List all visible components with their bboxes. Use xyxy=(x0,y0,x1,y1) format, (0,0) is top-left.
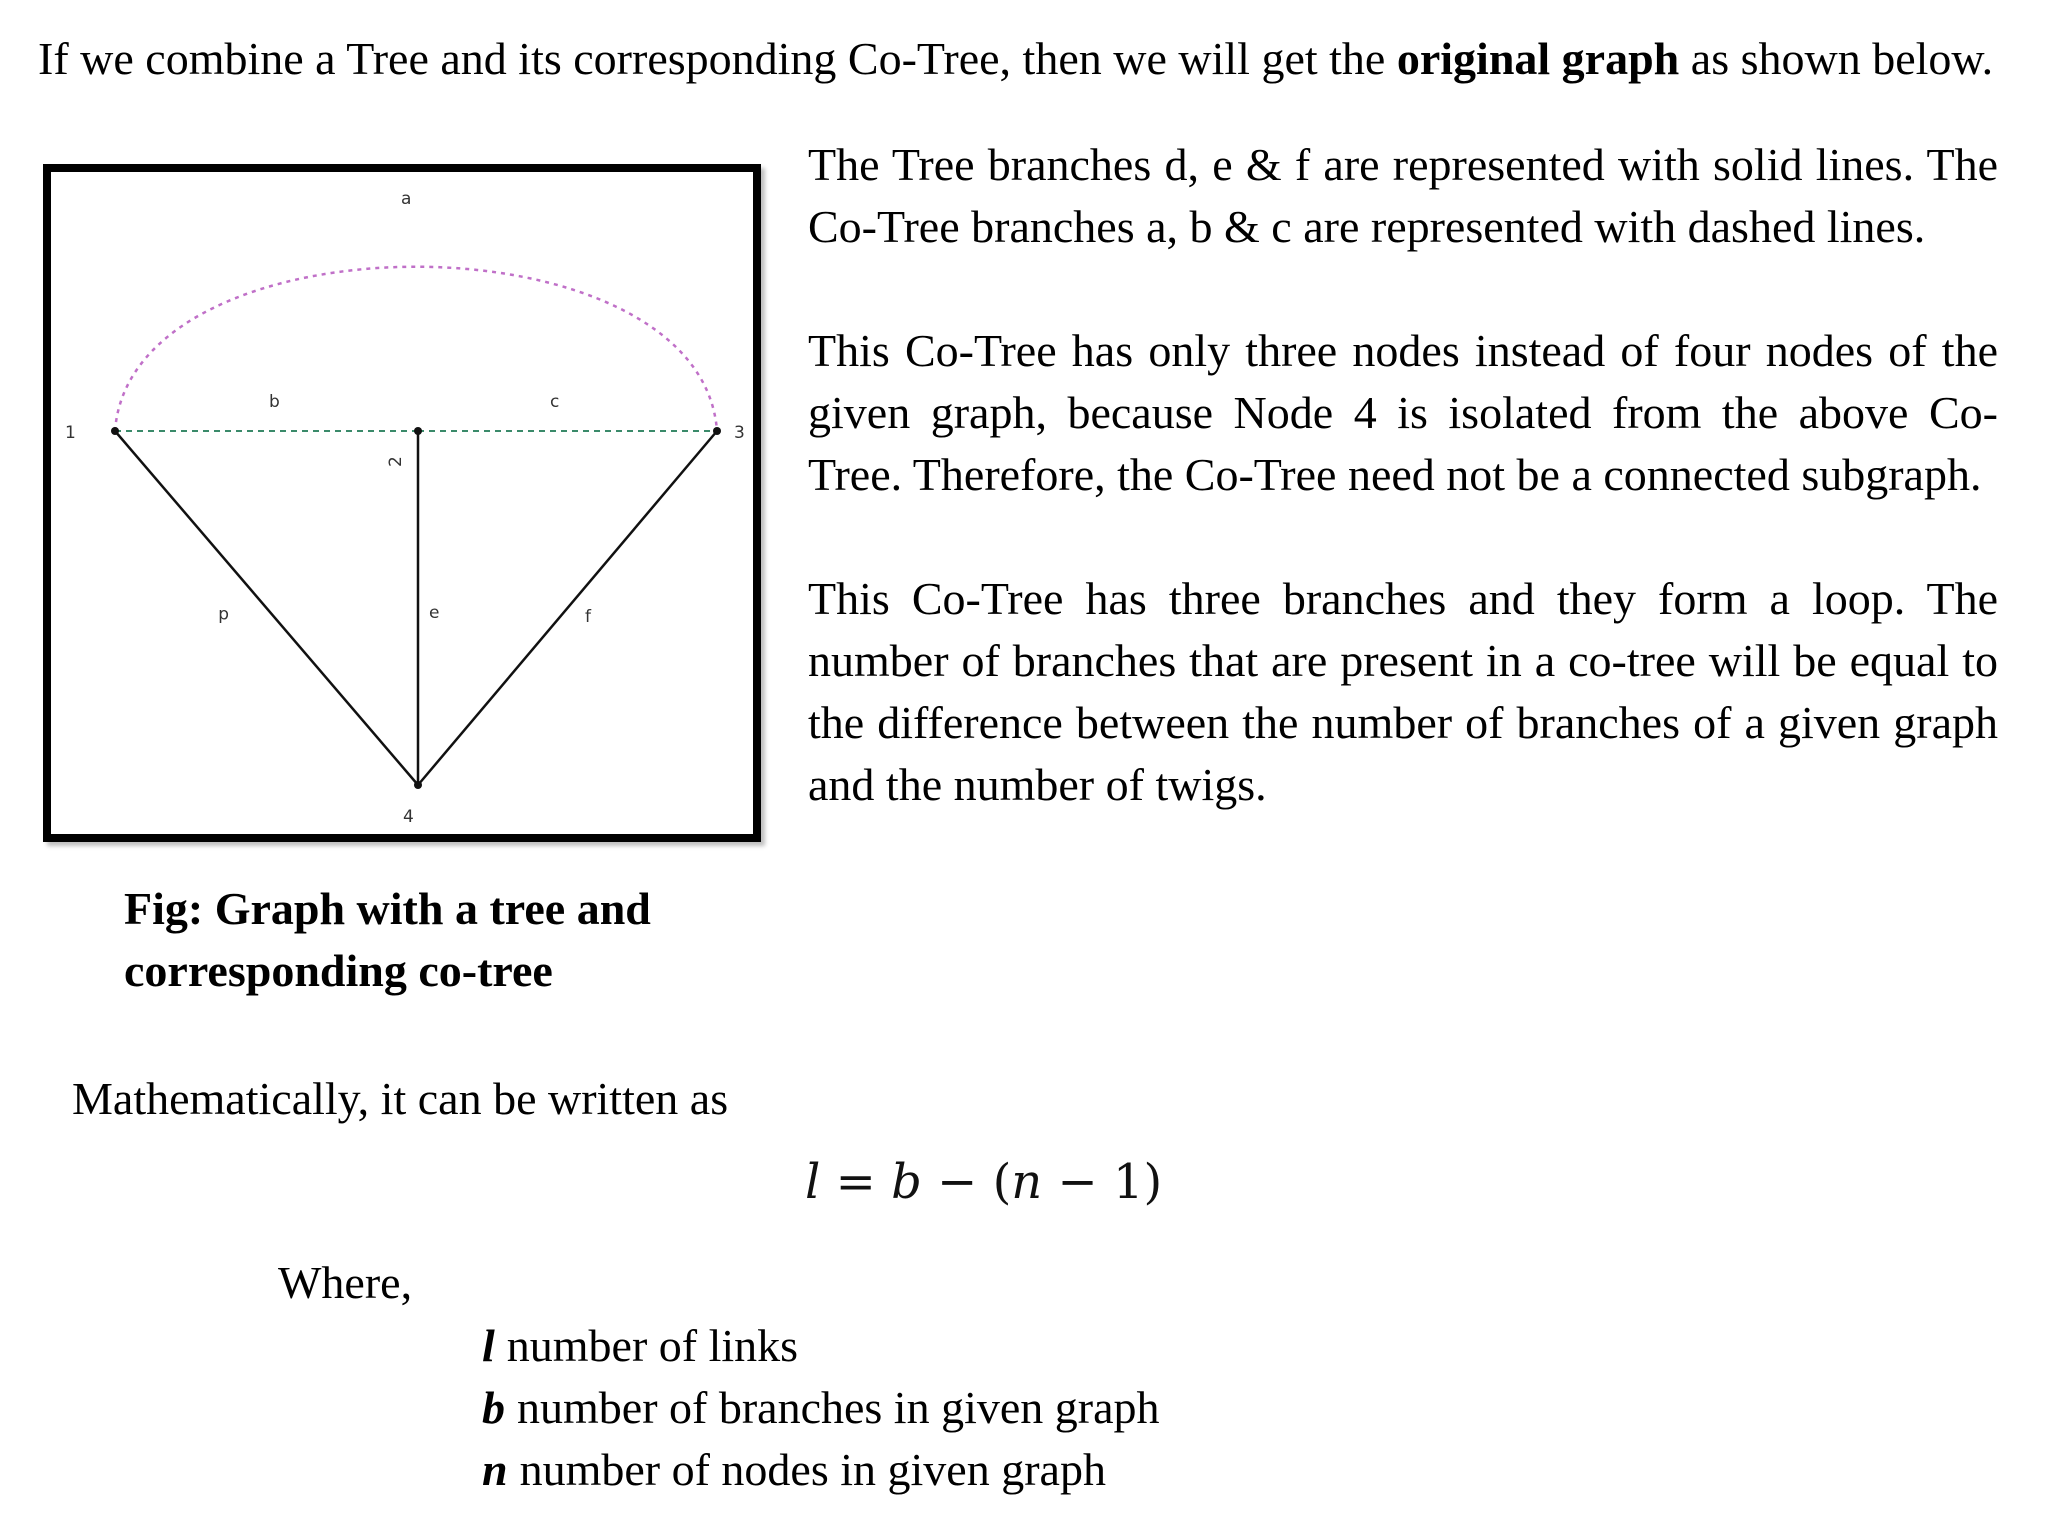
definition-text: number of links xyxy=(506,1320,799,1371)
intro-text-after: as shown below. xyxy=(1679,33,1994,84)
graph-figure xyxy=(43,164,761,842)
formula-eq: = xyxy=(820,1154,892,1210)
paragraph-cotree-loop: This Co-Tree has three branches and they form a loop. The number of branches that are present in a co-tree will be equal to the difference between the number of branches of a given graph and the number of twigs. xyxy=(808,573,1998,810)
branch-a-label: a xyxy=(401,189,412,209)
branch-e-label: e xyxy=(429,603,440,623)
formula-b: b xyxy=(891,1154,922,1210)
node-2-label: 2 xyxy=(386,456,406,467)
where-label: Where, xyxy=(278,1257,413,1308)
formula-l: l xyxy=(805,1154,821,1210)
math-intro-text: Mathematically, it can be written as xyxy=(72,1073,729,1124)
branch-a-arc xyxy=(115,267,717,431)
formula-rest: − 1) xyxy=(1042,1154,1163,1210)
figure-caption xyxy=(124,878,744,1002)
node-1-dot xyxy=(111,427,119,435)
node-3-label: 3 xyxy=(734,423,745,443)
definition-row xyxy=(482,1377,1160,1439)
branch-d-line xyxy=(115,431,418,785)
definition-row xyxy=(482,1439,1160,1501)
branch-b-label: b xyxy=(269,392,280,412)
branch-c-label: c xyxy=(550,392,560,412)
node-4-dot xyxy=(414,781,422,789)
formula-minus: − ( xyxy=(921,1154,1012,1210)
branch-f-label: f xyxy=(585,607,591,627)
symbol-definitions xyxy=(482,1315,1160,1501)
node-4-label: 4 xyxy=(403,807,414,827)
definition-row xyxy=(482,1315,1160,1377)
definition-text: number of branches in given graph xyxy=(517,1382,1160,1433)
paragraph-tree-branches: The Tree branches d, e & f are represented with solid lines. The Co-Tree branches a, b & c are represented with dashed lines. xyxy=(808,139,1998,252)
definition-symbol: l xyxy=(482,1320,495,1371)
caption-line-2: corresponding co-tree xyxy=(124,945,553,996)
intro-text-before: If we combine a Tree and its corresponding Co-Tree, then we will get the xyxy=(38,33,1397,84)
graph-diagram xyxy=(51,172,753,834)
paragraph-cotree-nodes: This Co-Tree has only three nodes instead of four nodes of the given graph, because Node 4 is isolated from the above Co-Tree. Therefore, the Co-Tree need not be a connected subgraph. xyxy=(808,325,1998,500)
links-formula xyxy=(805,1150,1162,1214)
definition-symbol: n xyxy=(482,1444,508,1495)
branch-d-label: d xyxy=(218,605,229,625)
intro-paragraph xyxy=(38,28,1998,90)
node-3-dot xyxy=(713,427,721,435)
intro-bold-term: original graph xyxy=(1396,33,1680,84)
definition-text: number of nodes in given graph xyxy=(519,1444,1106,1495)
node-1-label: 1 xyxy=(65,423,76,443)
branch-f-line xyxy=(418,431,717,785)
node-2-dot xyxy=(414,427,422,435)
explanation-column xyxy=(808,134,1998,816)
caption-line-1: Fig: Graph with a tree and xyxy=(124,883,651,934)
formula-n: n xyxy=(1011,1154,1043,1210)
definition-symbol: b xyxy=(482,1382,505,1433)
